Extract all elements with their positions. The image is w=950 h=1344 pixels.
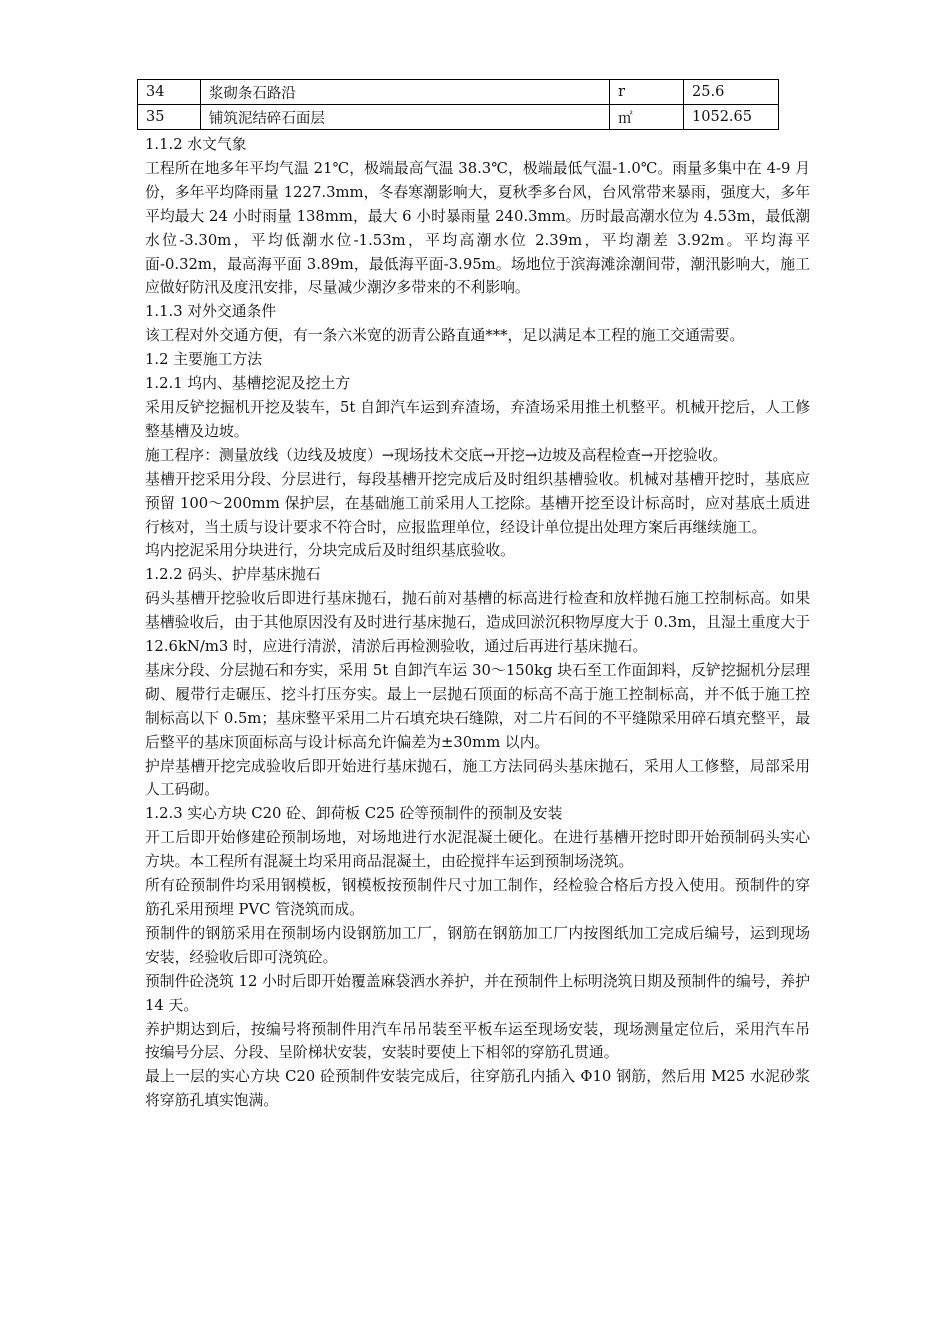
section-heading: 1.1.3 对外交通条件 xyxy=(145,303,277,321)
paragraph: 开工后即开始修建砼预制场地，对场地进行水泥混凝土硬化。在进行基槽开挖时即开始预制码头实心方块。本工程所有混凝土均采用商品混凝土，由砼搅拌车运到预制场浇筑。 xyxy=(145,829,810,871)
table-row xyxy=(138,105,779,130)
section-heading: 1.2 主要施工方法 xyxy=(145,351,263,369)
paragraph: 最上一层的实心方块 C20 砼预制件安装完成后，往穿筋孔内插入 Φ10 钢筋，然后用 M25 水泥砂浆将穿筋孔填实饱满。 xyxy=(145,1068,810,1110)
paragraph: 该工程对外交通方便，有一条六米宽的沥青公路直通***，足以满足本工程的施工交通需要。 xyxy=(145,327,745,345)
item-name: 铺筑泥结碎石面层 xyxy=(200,105,609,130)
table-row xyxy=(138,80,779,105)
paragraph: 码头基槽开挖验收后即进行基床抛石，抛石前对基槽的标高进行检查和放样抛石施工控制标高。如果基槽验收后，由于其他原因没有及时进行基床抛石，造成回淤沉积物厚度大于 0.3m，且湿土重度大于 12.6kN/m3 时，应进行清淤，清淤后再检测验收，通过后再进行基床抛石。 xyxy=(145,590,810,656)
paragraph: 采用反铲挖掘机开挖及装车，5t 自卸汽车运到弃渣场，弃渣场采用推土机整平。机械开挖后，人工修整基槽及边坡。 xyxy=(145,398,810,440)
item-quantity: 25.6 xyxy=(684,80,779,105)
item-name: 浆砌条石路沿 xyxy=(200,80,609,105)
quantity-table xyxy=(137,79,779,130)
paragraph: 施工程序：测量放线（边线及坡度）→现场技术交底→开挖→边坡及高程检查→开挖验收。 xyxy=(145,446,728,464)
paragraph: 护岸基槽开挖完成验收后即开始进行基床抛石，施工方法同码头基床抛石，采用人工修整，局部采用人工码砌。 xyxy=(145,757,810,799)
paragraph: 养护期达到后，按编号将预制件用汽车吊吊装至平板车运至现场安装，现场测量定位后，采用汽车吊按编号分层、分段、呈阶梯状安装，安装时要使上下相邻的穿筋孔贯通。 xyxy=(145,1020,810,1062)
paragraph: 基床分段、分层抛石和夯实，采用 5t 自卸汽车运 30～150kg 块石至工作面卸料，反铲挖掘机分层理砌、履带行走碾压、挖斗打压夯实。最上一层抛石顶面的标高不高于施工控制标高，并不低于施工控制标高以下 0.5m；基床整平采用二片石填充块石缝隙，对二片石间的不平缝隙采用碎石填充整平，最后整平的基床顶面标高与设计标高允许偏差为±30mm 以内。 xyxy=(145,661,810,751)
paragraph: 坞内挖泥采用分块进行，分块完成后及时组织基底验收。 xyxy=(145,542,515,560)
item-unit: r xyxy=(610,80,684,105)
section-heading: 1.2.1 坞内、基槽挖泥及挖土方 xyxy=(145,375,351,393)
paragraph: 所有砼预制件均采用钢模板，钢模板按预制件尺寸加工制作，经检验合格后方投入使用。预制件的穿筋孔采用预埋 PVC 管浇筑而成。 xyxy=(145,877,810,918)
section-heading: 1.2.2 码头、护岸基床抛石 xyxy=(145,566,321,584)
item-quantity: 1052.65 xyxy=(684,105,779,130)
section-heading: 1.2.3 实心方块 C20 砼、卸荷板 C25 砼等预制件的预制及安装 xyxy=(145,805,563,823)
paragraph: 预制件的钢筋采用在预制场内设钢筋加工厂，钢筋在钢筋加工厂内按图纸加工完成后编号，运到现场安装，经验收后即可浇筑砼。 xyxy=(145,924,810,966)
section-heading: 1.1.2 水文气象 xyxy=(145,136,247,153)
paragraph: 预制件砼浇筑 12 小时后即开始覆盖麻袋洒水养护，并在预制件上标明浇筑日期及预制件的编号，养护 14 天。 xyxy=(145,972,810,1014)
paragraph: 工程所在地多年平均气温 21℃，极端最高气温 38.3℃，极端最低气温-1.0℃。雨量多集中在 4-9 月份，多年平均降雨量 1227.3mm，冬春寒潮影响大，夏秋季多台风，台风常带来暴雨，强度大，多年平均最大 24 小时雨量 138mm，最大 6 小时暴雨量 240.3mm。历时最高潮水位为 4.53m，最低潮水位-3.30m，平均低潮水位-1.53m，平均高潮水位 2.39m，平均潮差 3.92m。平均海平面-0.32m，最高海平面 3.89m，最低海平面-3.95m。场地位于滨海滩涂潮间带，潮汛影响大，施工应做好防汛及度汛安排，尽量减少潮汐多带来的不利影响。 xyxy=(145,159,810,297)
row-number: 35 xyxy=(138,105,201,130)
row-number: 34 xyxy=(138,80,201,105)
document-body xyxy=(145,133,810,1113)
item-unit: ㎡ xyxy=(610,105,684,130)
paragraph: 基槽开挖采用分段、分层进行，每段基槽开挖完成后及时组织基槽验收。机械对基槽开挖时，基底应预留 100～200mm 保护层，在基础施工前采用人工挖除。基槽开挖至设计标高时，应对基底土质进行核对，当土质与设计要求不符合时，应报监理单位，经设计单位提出处理方案后再继续施工。 xyxy=(145,470,810,536)
